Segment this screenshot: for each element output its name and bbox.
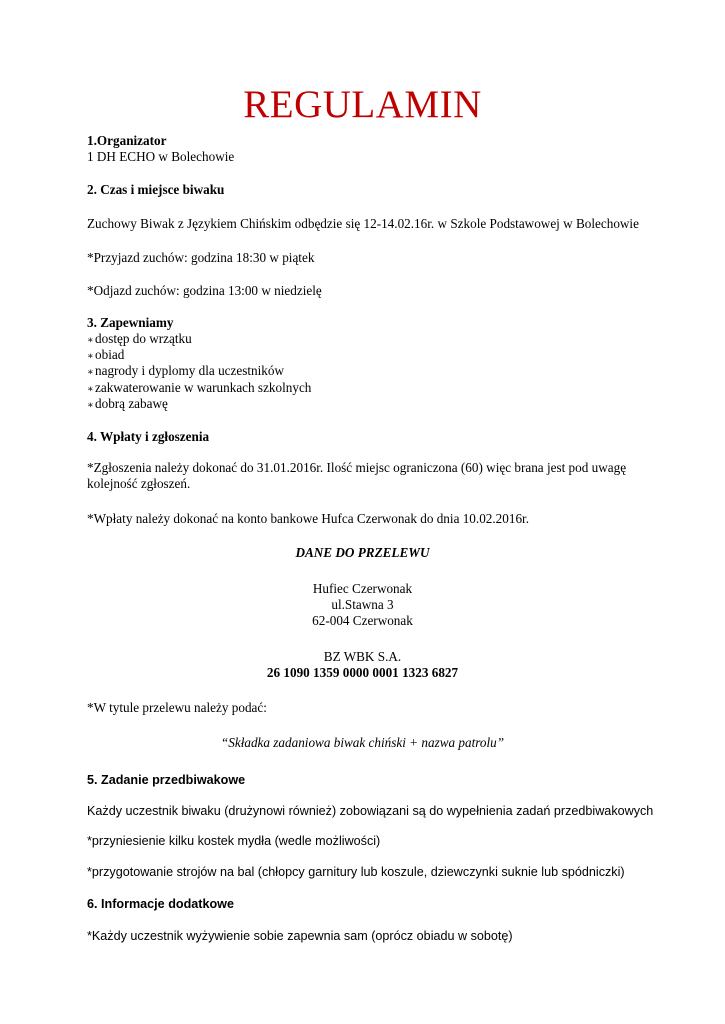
- section-2-heading: 2. Czas i miejsce biwaku: [87, 182, 225, 197]
- location-paragraph: Zuchowy Biwak z Językiem Chińskim odbędzie się 12-14.02.16r. w Szkole Podstawowej w Bolechowie: [87, 216, 639, 231]
- section-6-heading: 6. Informacje dodatkowe: [87, 897, 234, 911]
- task-costumes: *przygotowanie strojów na bal (chłopcy garnitury lub koszule, dziewczynki suknie lub spódniczki): [87, 865, 625, 879]
- transfer-heading: DANE DO PRZELEWU: [295, 545, 430, 560]
- registration-paragraph-line-2: kolejność zgłoszeń.: [87, 476, 191, 491]
- registration-paragraph-line-1: *Zgłoszenia należy dokonać do 31.01.2016r. Ilość miejsc ograniczona (60) więc brana jest pod uwagę: [87, 460, 627, 475]
- list-item: ∗dobrą zabawę: [87, 396, 168, 414]
- bank-name: BZ WBK S.A.: [323, 649, 402, 664]
- bullet-icon: ∗: [87, 335, 94, 346]
- bullet-icon: ∗: [87, 400, 94, 411]
- list-item: ∗nagrody i dyplomy dla uczestników: [87, 363, 284, 381]
- section-1-heading: 1.Organizator: [87, 133, 167, 148]
- list-item: ∗zakwaterowanie w warunkach szkolnych: [87, 380, 311, 398]
- departure-line: *Odjazd zuchów: godzina 13:00 w niedzielę: [87, 283, 322, 298]
- address-line: Hufiec Czerwonak: [312, 581, 413, 596]
- account-number: 26 1090 1359 0000 0001 1323 6827: [266, 665, 459, 680]
- document-title: REGULAMIN: [243, 83, 482, 126]
- section-5-heading: 5. Zadanie przedbiwakowe: [87, 773, 246, 787]
- bullet-icon: ∗: [87, 384, 94, 395]
- payment-paragraph: *Wpłaty należy dokonać na konto bankowe Hufca Czerwonak do dnia 10.02.2016r.: [87, 511, 530, 526]
- list-item: ∗obiad: [87, 347, 124, 365]
- arrival-line: *Przyjazd zuchów: godzina 18:30 w piątek: [87, 250, 315, 265]
- address-line: ul.Stawna 3: [331, 597, 394, 612]
- bullet-icon: ∗: [87, 367, 94, 378]
- section-4-heading: 4. Wpłaty i zgłoszenia: [87, 429, 210, 444]
- transfer-title-note: *W tytule przelewu należy podać:: [87, 700, 267, 715]
- task-paragraph: Każdy uczestnik biwaku (drużynowi również) zobowiązani są do wypełnienia zadań przedbiwakowych: [87, 804, 654, 818]
- list-item: ∗dostęp do wrzątku: [87, 331, 192, 349]
- transfer-title-text: “Składka zadaniowa biwak chiński + nazwa patrolu”: [220, 735, 505, 750]
- task-soap: *przyniesienie kilku kostek mydła (wedle możliwości): [87, 834, 381, 848]
- food-info: *Każdy uczestnik wyżywienie sobie zapewnia sam (oprócz obiadu w sobotę): [87, 929, 513, 943]
- address-line: 62-004 Czerwonak: [312, 613, 413, 628]
- organizer-line: 1 DH ECHO w Bolechowie: [87, 149, 235, 164]
- section-3-heading: 3. Zapewniamy: [87, 315, 174, 330]
- bullet-icon: ∗: [87, 351, 94, 362]
